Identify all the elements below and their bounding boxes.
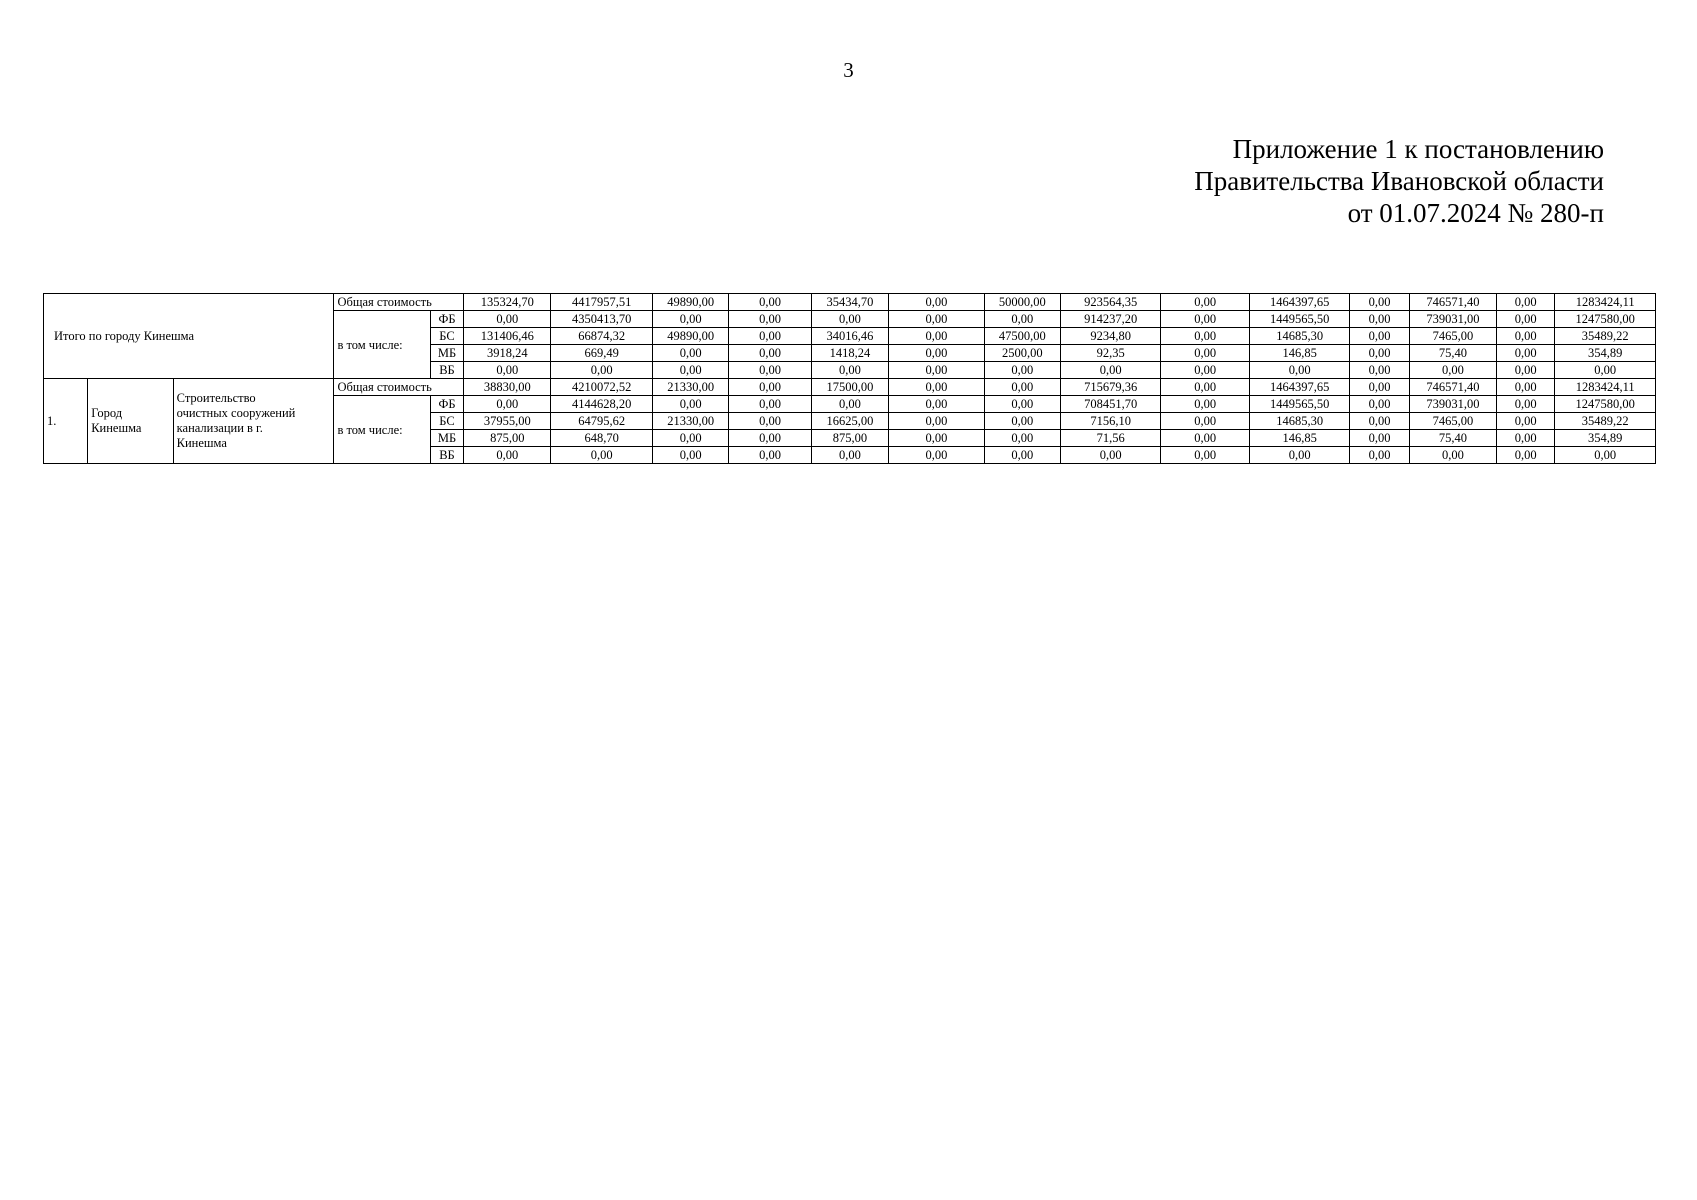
table-cell: 0,00: [1161, 362, 1249, 379]
source-label-bs: БС: [430, 328, 463, 345]
table-cell: 38830,00: [464, 379, 551, 396]
table-cell: 64795,62: [551, 413, 653, 430]
table-cell: 0,00: [889, 328, 984, 345]
item-city-line: Кинешма: [91, 421, 142, 435]
table-cell: 0,00: [984, 379, 1060, 396]
table-cell: 0,00: [811, 447, 888, 464]
table-cell: 0,00: [1497, 328, 1555, 345]
table-cell: 0,00: [1060, 362, 1160, 379]
page-number: 3: [843, 58, 854, 82]
table-cell: 648,70: [551, 430, 653, 447]
table-cell: 739031,00: [1409, 396, 1496, 413]
table-cell: 0,00: [1161, 379, 1249, 396]
table-cell: 4144628,20: [551, 396, 653, 413]
table-cell: 0,00: [1350, 362, 1409, 379]
table-cell: 0,00: [1249, 447, 1349, 464]
table-cell: 1464397,65: [1249, 379, 1349, 396]
table-cell: 354,89: [1555, 430, 1656, 447]
table-cell: 0,00: [984, 396, 1060, 413]
table-cell: 0,00: [729, 311, 811, 328]
table-cell: 875,00: [464, 430, 551, 447]
table-cell: 37955,00: [464, 413, 551, 430]
table-cell: 21330,00: [652, 379, 728, 396]
table-cell: 0,00: [889, 345, 984, 362]
table-cell: 35489,22: [1555, 413, 1656, 430]
source-label-vb: ВБ: [430, 362, 463, 379]
table-cell: 0,00: [1161, 328, 1249, 345]
table-cell: 875,00: [811, 430, 888, 447]
table-cell: 0,00: [729, 294, 811, 311]
item-city: [88, 379, 173, 464]
table-cell: 746571,40: [1409, 379, 1496, 396]
header-line-appendix: Приложение 1 к постановлению: [1232, 134, 1604, 164]
item-description: [173, 379, 334, 464]
total-cost-label: Общая стоимость: [334, 294, 464, 311]
summary-title: Итого по городу Кинешма: [44, 294, 334, 379]
table-cell: 0,00: [811, 311, 888, 328]
table-cell: 0,00: [811, 362, 888, 379]
table-cell: 923564,35: [1060, 294, 1160, 311]
funding-table: [43, 293, 1656, 464]
table-cell: 0,00: [984, 430, 1060, 447]
source-label-fb: ФБ: [430, 311, 463, 328]
table-cell: 16625,00: [811, 413, 888, 430]
table-cell: 0,00: [1249, 362, 1349, 379]
table-cell: 0,00: [889, 294, 984, 311]
table-cell: 0,00: [1161, 311, 1249, 328]
table-cell: 75,40: [1409, 430, 1496, 447]
table-cell: 0,00: [1350, 413, 1409, 430]
table-cell: 746571,40: [1409, 294, 1496, 311]
table-cell: 0,00: [652, 396, 728, 413]
table-cell: 0,00: [984, 413, 1060, 430]
total-cost-label: Общая стоимость: [334, 379, 464, 396]
table-cell: 9234,80: [1060, 328, 1160, 345]
table-cell: 1464397,65: [1249, 294, 1349, 311]
table-cell: 708451,70: [1060, 396, 1160, 413]
item-description-line: очистных сооружений: [176, 406, 296, 420]
table-cell: 0,00: [889, 413, 984, 430]
table-cell: 0,00: [1161, 447, 1249, 464]
table-cell: 0,00: [551, 447, 653, 464]
table-cell: 75,40: [1409, 345, 1496, 362]
source-label-mb: МБ: [430, 430, 463, 447]
table-cell: 0,00: [464, 362, 551, 379]
table-cell: 71,56: [1060, 430, 1160, 447]
table-cell: 1283424,11: [1555, 294, 1656, 311]
table-cell: 354,89: [1555, 345, 1656, 362]
table-cell: 0,00: [1555, 447, 1656, 464]
table-cell: 0,00: [1497, 413, 1555, 430]
table-cell: 0,00: [1350, 447, 1409, 464]
table-cell: 49890,00: [652, 294, 728, 311]
table-cell: 0,00: [1350, 430, 1409, 447]
document-header: [1194, 133, 1604, 229]
item-description-line: Строительство: [176, 391, 256, 405]
table-cell: 0,00: [729, 345, 811, 362]
header-line-date-number: от 01.07.2024 № 280-п: [1347, 198, 1604, 228]
source-label-bs: БС: [430, 413, 463, 430]
item-number: 1.: [44, 379, 88, 464]
table-cell: 0,00: [1350, 328, 1409, 345]
table-cell: 14685,30: [1249, 328, 1349, 345]
table-cell: 0,00: [1497, 430, 1555, 447]
including-label: в том числе:: [334, 311, 430, 379]
table-cell: 0,00: [1161, 345, 1249, 362]
source-label-mb: МБ: [430, 345, 463, 362]
summary-row-total: [44, 294, 1656, 311]
table-cell: 35489,22: [1555, 328, 1656, 345]
table-cell: 0,00: [1497, 447, 1555, 464]
table-cell: 739031,00: [1409, 311, 1496, 328]
table-cell: 4350413,70: [551, 311, 653, 328]
table-cell: 47500,00: [984, 328, 1060, 345]
table-cell: 0,00: [984, 447, 1060, 464]
table-cell: 0,00: [811, 396, 888, 413]
table-cell: 0,00: [729, 328, 811, 345]
table-cell: 0,00: [464, 311, 551, 328]
table-cell: 3918,24: [464, 345, 551, 362]
table-cell: 66874,32: [551, 328, 653, 345]
table-cell: 0,00: [1497, 362, 1555, 379]
table-cell: 0,00: [1497, 379, 1555, 396]
table-cell: 2500,00: [984, 345, 1060, 362]
table-cell: 7465,00: [1409, 328, 1496, 345]
table-cell: 21330,00: [652, 413, 728, 430]
table-cell: 0,00: [729, 379, 811, 396]
table-cell: 0,00: [889, 362, 984, 379]
table-cell: 0,00: [729, 430, 811, 447]
table-cell: 0,00: [1409, 447, 1496, 464]
table-cell: 0,00: [1060, 447, 1160, 464]
item-description-line: Кинешма: [176, 436, 227, 450]
table-cell: 0,00: [889, 379, 984, 396]
table-cell: 0,00: [984, 311, 1060, 328]
table-cell: 0,00: [1350, 311, 1409, 328]
table-cell: 0,00: [889, 396, 984, 413]
table-cell: 0,00: [889, 311, 984, 328]
table-cell: 1418,24: [811, 345, 888, 362]
table-cell: 914237,20: [1060, 311, 1160, 328]
table-cell: 0,00: [1497, 396, 1555, 413]
item-description-line: канализации в г.: [176, 421, 263, 435]
table-cell: 0,00: [652, 362, 728, 379]
table-cell: 0,00: [1350, 379, 1409, 396]
table-cell: 669,49: [551, 345, 653, 362]
table-cell: 4210072,52: [551, 379, 653, 396]
table-cell: 0,00: [1350, 396, 1409, 413]
item-city-line: Город: [91, 406, 123, 420]
table-cell: 35434,70: [811, 294, 888, 311]
table-cell: 0,00: [1161, 396, 1249, 413]
table-cell: 14685,30: [1249, 413, 1349, 430]
table-cell: 1247580,00: [1555, 311, 1656, 328]
table-cell: 1449565,50: [1249, 396, 1349, 413]
table-cell: 0,00: [1350, 294, 1409, 311]
table-cell: 0,00: [729, 413, 811, 430]
table-cell: 0,00: [729, 362, 811, 379]
table-cell: 0,00: [1497, 345, 1555, 362]
table-cell: 0,00: [652, 447, 728, 464]
table-cell: 0,00: [1497, 294, 1555, 311]
table-cell: 715679,36: [1060, 379, 1160, 396]
table-cell: 1283424,11: [1555, 379, 1656, 396]
table-cell: 135324,70: [464, 294, 551, 311]
table-cell: 0,00: [1409, 362, 1496, 379]
table-cell: 0,00: [729, 447, 811, 464]
table-cell: 131406,46: [464, 328, 551, 345]
table-cell: 0,00: [1555, 362, 1656, 379]
table-cell: 0,00: [889, 430, 984, 447]
table-cell: 92,35: [1060, 345, 1160, 362]
table-cell: 0,00: [729, 396, 811, 413]
including-label: в том числе:: [334, 396, 430, 464]
table-cell: 0,00: [1161, 413, 1249, 430]
table-cell: 0,00: [1161, 430, 1249, 447]
table-cell: 1247580,00: [1555, 396, 1656, 413]
table-cell: 0,00: [464, 396, 551, 413]
table-cell: 146,85: [1249, 345, 1349, 362]
table-cell: 0,00: [464, 447, 551, 464]
table-cell: 0,00: [1350, 345, 1409, 362]
table-cell: 0,00: [889, 447, 984, 464]
table-cell: 0,00: [1497, 311, 1555, 328]
table-cell: 17500,00: [811, 379, 888, 396]
table-cell: 0,00: [984, 362, 1060, 379]
table-cell: 1449565,50: [1249, 311, 1349, 328]
table-cell: 7465,00: [1409, 413, 1496, 430]
table-cell: 0,00: [652, 345, 728, 362]
table-cell: 0,00: [1161, 294, 1249, 311]
source-label-fb: ФБ: [430, 396, 463, 413]
table-cell: 50000,00: [984, 294, 1060, 311]
header-line-government: Правительства Ивановской области: [1194, 166, 1604, 196]
item-row-total: [44, 379, 1656, 396]
table-cell: 146,85: [1249, 430, 1349, 447]
table-cell: 0,00: [652, 311, 728, 328]
table-cell: 34016,46: [811, 328, 888, 345]
table-cell: 4417957,51: [551, 294, 653, 311]
table-cell: 49890,00: [652, 328, 728, 345]
table-cell: 0,00: [652, 430, 728, 447]
table-cell: 7156,10: [1060, 413, 1160, 430]
table-cell: 0,00: [551, 362, 653, 379]
source-label-vb: ВБ: [430, 447, 463, 464]
